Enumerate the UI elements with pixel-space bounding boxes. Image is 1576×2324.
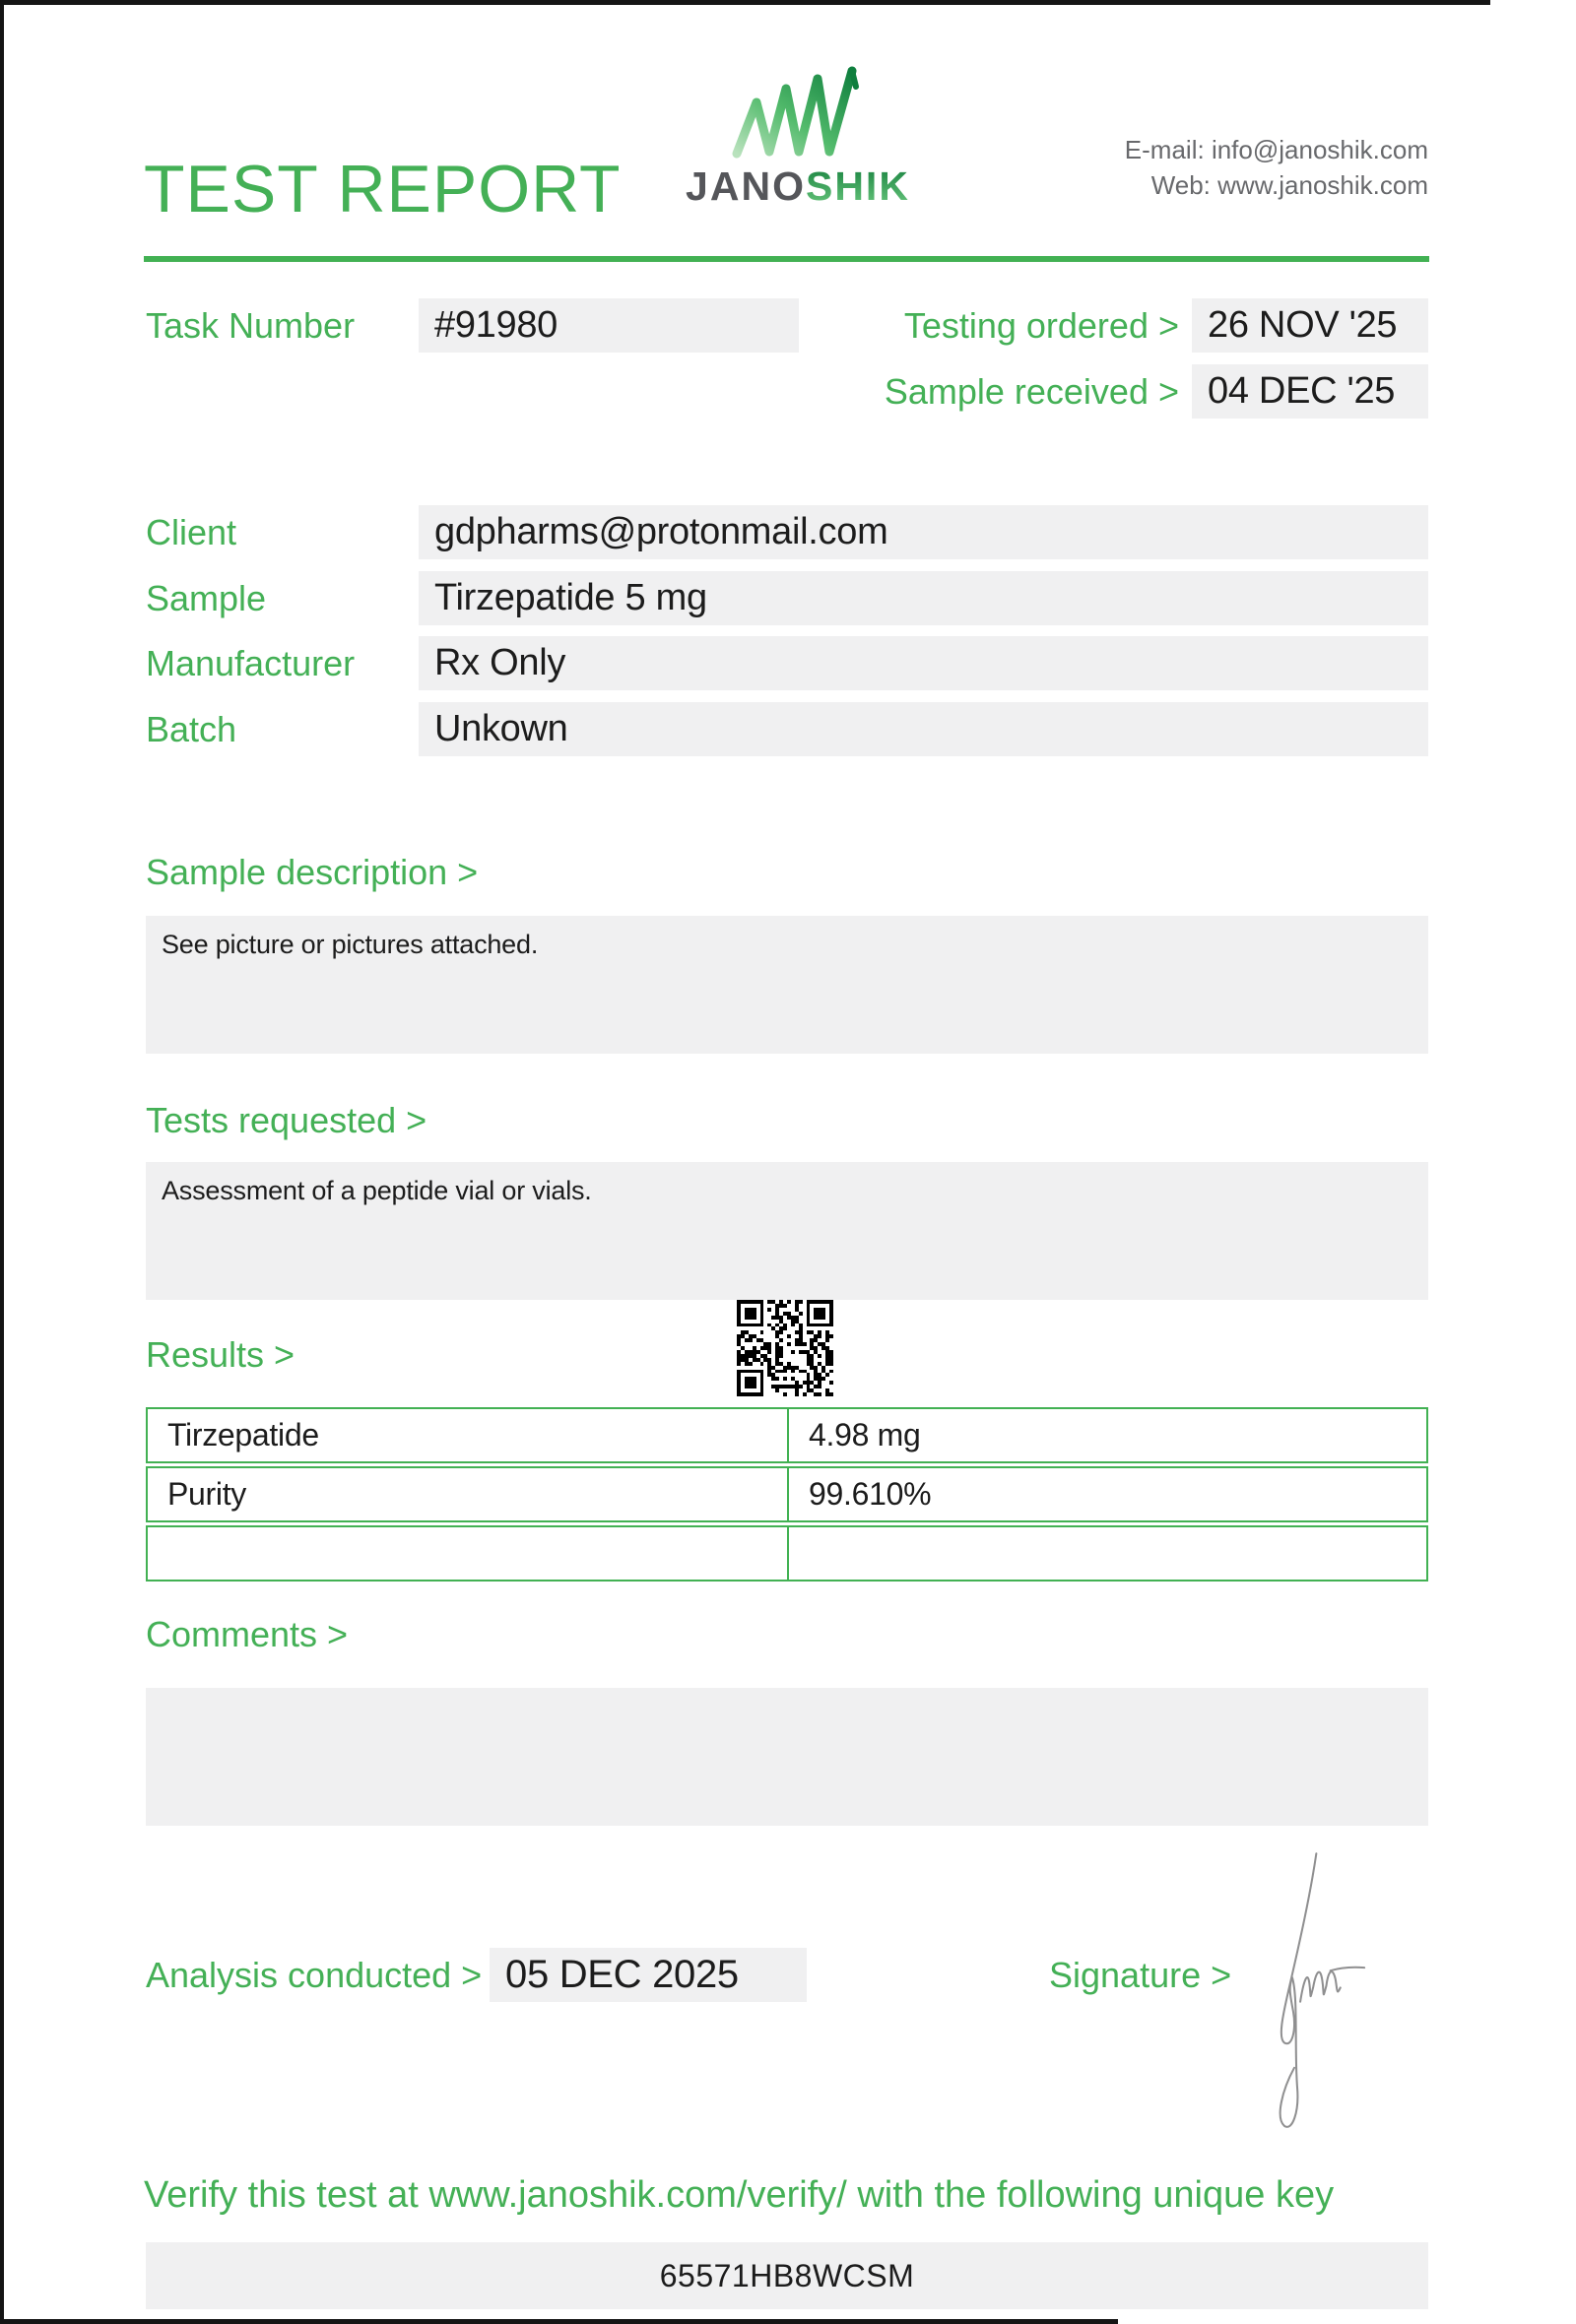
trending-up-chart-icon xyxy=(724,61,872,160)
testing-ordered-label: Testing ordered > xyxy=(903,305,1179,346)
analysis-date-value: 05 DEC 2025 xyxy=(490,1948,807,2002)
logo-wordmark xyxy=(650,163,946,210)
sample-description-box xyxy=(146,916,1428,1054)
comments-box xyxy=(146,1688,1428,1826)
heading-comments: Comments > xyxy=(146,1614,349,1654)
result-value: 99.610% xyxy=(809,1476,932,1512)
logo-text-primary: JANO xyxy=(686,163,806,209)
verify-instruction: Verify this test at www.janoshik.com/verify/ with the following unique key xyxy=(144,2174,1335,2216)
result-value xyxy=(789,1527,1426,1580)
field-label-batch: Batch xyxy=(146,709,237,749)
janoshik-logo xyxy=(650,61,946,210)
contact-block xyxy=(1125,132,1428,203)
field-value-manufacturer: Rx Only xyxy=(419,636,1428,690)
sample-received-label: Sample received > xyxy=(884,371,1179,412)
verify-key-value: 65571HB8WCSM xyxy=(146,2242,1428,2309)
field-value-sample: Tirzepatide 5 mg xyxy=(419,571,1428,625)
sample-received-value: 04 DEC '25 xyxy=(1192,364,1428,419)
sample-description-text: See picture or pictures attached. xyxy=(162,930,539,959)
email-label: E-mail: xyxy=(1124,135,1205,164)
heading-sample-description: Sample description > xyxy=(146,852,479,892)
handwritten-signature xyxy=(1269,1840,1382,2140)
analysis-conducted-label: Analysis conducted > xyxy=(146,1955,483,1995)
results-row xyxy=(146,1466,1428,1522)
web-label: Web: xyxy=(1150,170,1211,200)
scan-edge-bottom xyxy=(0,2319,1118,2324)
task-number-label: Task Number xyxy=(146,305,356,346)
tests-requested-text: Assessment of a peptide vial or vials. xyxy=(162,1176,592,1205)
testing-ordered-value: 26 NOV '25 xyxy=(1192,298,1428,353)
result-name: Purity xyxy=(148,1468,789,1520)
tests-requested-box xyxy=(146,1162,1428,1300)
field-label-sample: Sample xyxy=(146,578,267,618)
scan-edge-left xyxy=(0,0,4,2324)
result-name xyxy=(148,1527,789,1580)
field-label-client: Client xyxy=(146,512,237,552)
result-value: 4.98 mg xyxy=(809,1417,921,1452)
contact-email-line xyxy=(1125,132,1428,167)
qr-code xyxy=(737,1300,833,1396)
page-title: TEST REPORT xyxy=(144,152,622,226)
heading-results: Results > xyxy=(146,1334,296,1375)
results-row xyxy=(146,1525,1428,1582)
field-label-manufacturer: Manufacturer xyxy=(146,643,356,683)
header-divider xyxy=(144,256,1429,262)
heading-tests-requested: Tests requested > xyxy=(146,1100,427,1140)
email-value: info@janoshik.com xyxy=(1211,135,1428,164)
signature-label: Signature > xyxy=(1049,1955,1232,1995)
web-value: www.janoshik.com xyxy=(1217,170,1428,200)
task-number-value: #91980 xyxy=(419,298,799,353)
contact-web-line xyxy=(1125,167,1428,203)
results-table xyxy=(146,1407,1428,1584)
results-row xyxy=(146,1407,1428,1463)
field-value-batch: Unkown xyxy=(419,702,1428,756)
logo-text-secondary: SHIK xyxy=(805,163,910,209)
field-value-client: gdpharms@protonmail.com xyxy=(419,505,1428,559)
result-name: Tirzepatide xyxy=(148,1409,789,1461)
scan-edge-top xyxy=(0,0,1490,5)
